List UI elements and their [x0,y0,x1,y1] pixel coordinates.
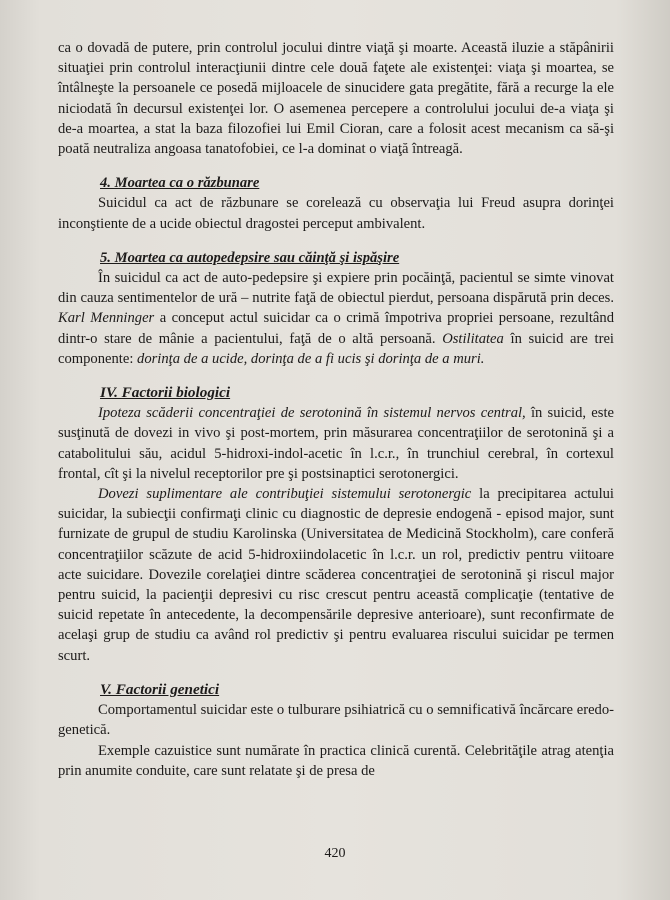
serotonergic-evidence-term: Dovezi suplimentare ale contribuţiei sistemului serotonergic [98,486,472,503]
serotonin-hypothesis-text: în suicid, este susţinută de dovezi in vivo şi post-mortem, prin măsurarea concentraţiilor de serotonină şi a catabolitului său, acidul 5-hidroxi-indol-acetic în l.c.r., în trunchiul cerebral, în cortexul frontal, cît şi la nivelul receptorilor pre şi postsinaptici serotonergici. [58,405,614,482]
self-punishment-text-b: a conceput actul suicidar ca o crimă împotriva propriei persoane, rezultând dintr-o stare de mânie a pacientului, faţă de o altă persoană. [58,310,615,347]
author-name-menninger: Karl Menninger [58,310,155,327]
serotonergic-evidence-text: la precipitarea actului suicidar, la subiecţii confirmaţi clinic cu diagnostic de depresie endogenă - episod major, sunt furnizate de grupul de studiu Karolinska (Universitatea de Medicină Stockholm), care conferă concentraţiilor scăzute de acid 5-hidroxiindolacetic în l.c.r. un rol, predictiv pentru viitoare acte suicidare. Dovezile corelaţiei dintre scăderea concentraţiei de serotonină şi riscul major pentru suicid, la pacienţii depresivi cu risc crescut pentru această complicaţie (tentative de suicid repetate în antecedente, la decompensările depresive anterioare), sunt reconfirmate de acelaşi grup de studiu ca având rol predictiv şi pentru evaluarea riscului suicidar pe termen scurt. [58,486,614,664]
paragraph-self-punishment [58,268,614,369]
page-number: 420 [324,846,346,861]
heading-biological-factors: IV. Factorii biologici [100,384,231,402]
self-punishment-text-c: în suicid are trei componente: [58,330,614,367]
heading-death-as-self-punishment: 5. Moartea ca autopedepsire sau căinţă şi ispăşire [100,249,400,266]
term-hostility: Ostilitatea [442,330,504,347]
heading-genetic-factors: V. Factorii genetici [100,680,220,698]
hostility-components: dorinţa de a ucide, dorinţa de a fi ucis şi dorinţa de a muri. [137,350,485,367]
paragraph-serotonin-hypothesis [58,403,614,484]
serotonin-hypothesis-term: Ipoteza scăderii concentraţiei de serotonină în sistemul nervos central, [98,405,526,422]
page-text [58,38,614,781]
paragraph-case-examples: Exemple cazuistice sunt numărate în practica clinică curentă. Celebrităţile atrag atenţia prin anumite conduite, care sunt relatate şi de presa de [58,742,614,779]
paragraph-illusion-of-control: ca o dovadă de putere, prin controlul jocului dintre viaţă şi moarte. Această iluzie a stăpânirii situaţiei prin controlul interacţiunii dintre cele două faţete ale existenţei: viaţa şi moartea, se întâlneşte la persoanele ce posedă mijloacele de sinucidere gata pregătite, fără a recurge la ele niciodată în decursul existenţei lor. O asemenea percepere a controlului jocului de-a viaţa şi de-a moartea, a stat la baza filozofiei lui Emil Cioran, care a folosit acest mecanism ca să-şi poată neutraliza angoasa tanatofobiei, ce l-a dominat o viaţă întreagă. [58,40,614,158]
heading-death-as-revenge: 4. Moartea ca o răzbunare [100,175,260,192]
paragraph-genetic-load: Comportamentul suicidar este o tulburare psihiatrică cu o semnificativă încărcare eredo-genetică. [58,702,614,739]
paragraph-revenge: Suicidul ca act de răzbunare se corelează cu observaţia lui Freud asupra dorinţei inconştiente de a ucide obiectul dragostei perceput ambivalent. [58,195,614,232]
paragraph-serotonergic-evidence [58,484,614,666]
self-punishment-text-a: În suicidul ca act de auto-pedepsire şi expiere prin pocăinţă, pacientul se simte vinovat din cauza sentimentelor de ură – nutrite faţă de obiectul pierdut, persoana dispărută prin deces. [58,270,614,307]
